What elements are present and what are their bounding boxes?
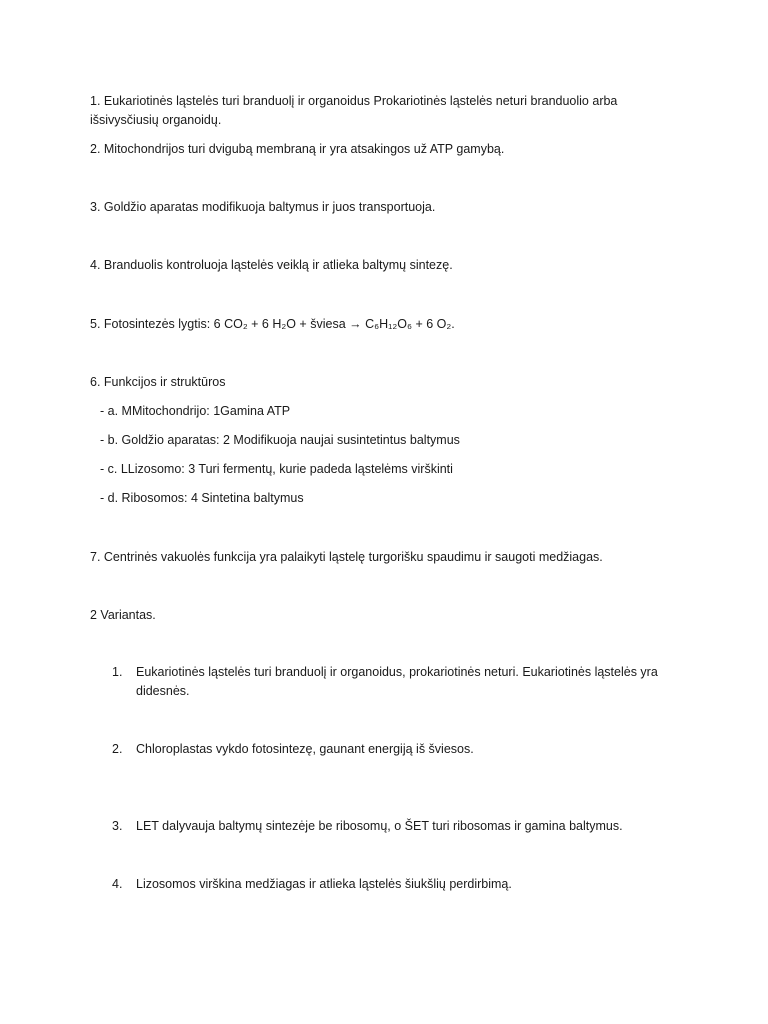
list-number: 2. (112, 742, 123, 756)
list-item-line-1: Lizosomos virškina medžiagas ir atlieka ląstelės šiukšlių perdirbimą. (136, 877, 512, 891)
answer-6-sub-c: - c. LLizosomo: 3 Turi fermentų, kurie padeda ląstelėms virškinti (100, 462, 453, 476)
answer-6-sub-a: - a. MMitochondrijo: 1Gamina ATP (100, 404, 291, 418)
variant-2-heading: 2 Variantas. (90, 608, 156, 622)
answer-6-sub-d: - d. Ribosomos: 4 Sintetina baltymus (100, 491, 304, 505)
list-number: 3. (112, 819, 123, 833)
answer-6-heading: 6. Funkcijos ir struktūros (90, 375, 226, 389)
list-item-text (136, 740, 676, 759)
answer-2: 2. Mitochondrijos turi dvigubą membraną ir yra atsakingos už ATP gamybą. (90, 142, 505, 156)
answer-1-line-1: 1. Eukariotinės ląstelės turi branduolį ir organoidus Prokariotinės ląstelės neturi branduolio arba (90, 94, 618, 108)
answer-1-line-2: išsivysčiusių organoidų. (90, 113, 222, 127)
list-number: 1. (112, 665, 123, 679)
answer-3: 3. Goldžio aparatas modifikuoja baltymus ir juos transportuoja. (90, 200, 436, 214)
answer-6-sub-b: - b. Goldžio aparatas: 2 Modifikuoja naujai susintetintus baltymus (100, 433, 460, 447)
answer-4: 4. Branduolis kontroluoja ląstelės veiklą ir atlieka baltymų sintezę. (90, 258, 453, 272)
list-number: 4. (112, 877, 123, 891)
answer-5-equation: 5. Fotosintezės lygtis: 6 CO₂ + 6 H₂O + šviesa → C₆H₁₂O₆ + 6 O₂. (90, 317, 455, 331)
answer-7: 7. Centrinės vakuolės funkcija yra palaikyti ląstelę turgorišku spaudimu ir saugoti medžiagas. (90, 550, 603, 564)
list-item-line-2: didesnės. (136, 684, 190, 698)
list-item-text (136, 817, 676, 836)
list-item-text (136, 663, 676, 701)
list-item-line-1: Eukariotinės ląstelės turi branduolį ir organoidus, prokariotinės neturi. Eukariotinės ląstelės yra (136, 665, 658, 679)
list-item-text (136, 875, 676, 894)
list-item-line-1: LET dalyvauja baltymų sintezėje be ribosomų, o ŠET turi ribosomas ir gamina baltymus. (136, 819, 623, 833)
list-item-line-1: Chloroplastas vykdo fotosintezę, gaunant energiją iš šviesos. (136, 742, 474, 756)
